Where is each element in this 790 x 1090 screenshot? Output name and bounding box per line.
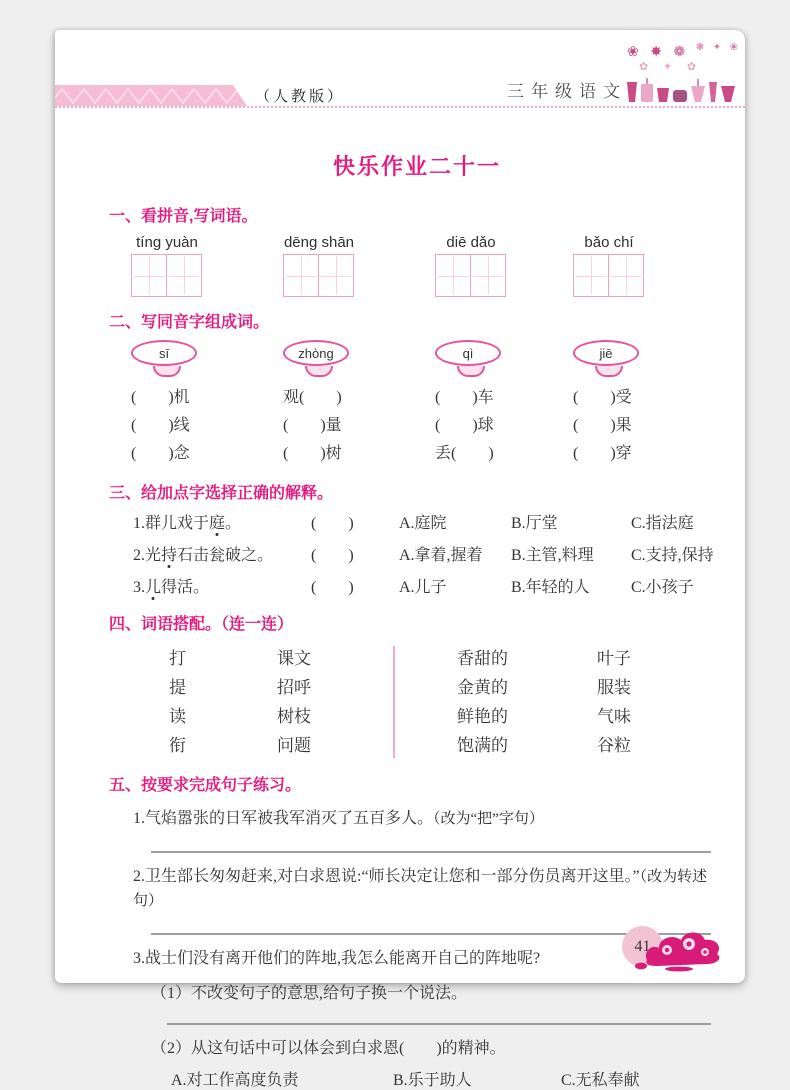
question-sentence: 3.儿得活。 [133,579,210,596]
writing-grid-boxes [435,254,573,297]
option-a: A.对工作高度负责 [171,1072,299,1089]
fill-blank-item: ( )量 [283,417,342,434]
pinyin-bowl-icon [435,340,507,376]
match-item: 叶子 [597,649,631,668]
page-title: 快乐作业二十一 [332,154,501,179]
fill-blank-item: ( )球 [435,417,494,434]
fill-blank-item: ( )线 [131,417,190,434]
pinyin-bowl-icon [573,340,645,376]
matching-exercise [109,644,725,760]
zigzag-pattern-icon [55,85,247,106]
sentence-question-3: 3.战士们没有离开他们的阵地,我怎么能离开自己的阵地呢? [133,950,541,967]
section-2-heading: 二、写同音字组成词。 [109,314,270,331]
pinyin-word-group [131,234,283,297]
answer-bracket: ( ) [311,515,354,532]
pinyin-bowl-icon [131,340,203,376]
writing-grid-boxes [283,254,435,297]
fill-blank-item: ( )车 [435,389,494,406]
question-note: （改为转述句） [133,869,708,909]
sparkle-icon: ❃ ✦ ❀ [695,42,741,53]
fill-blank-item: 丢( ) [435,445,494,462]
section-1-heading: 一、看拼音,写词语。 [109,208,258,225]
match-item: 衔 [169,736,186,755]
homophone-column [573,340,725,468]
section-4-heading: 四、词语搭配。（连一连） [109,616,294,633]
match-item: 谷粒 [597,736,631,755]
pinyin-writing-row [109,234,725,297]
option-b: B.乐于助人 [393,1072,472,1089]
option-b: B.主管,料理 [511,547,594,564]
option-c: C.支持,保持 [631,547,714,564]
pinyin-label: sī [131,340,197,366]
pinyin-word-group [573,234,725,297]
option-a: A.庭院 [399,515,447,532]
explanation-question [109,545,725,567]
options-row [109,1067,725,1090]
option-a: A.儿子 [399,579,447,596]
answer-line [167,1023,711,1025]
workbook-page [55,30,745,1089]
option-c: C.指法庭 [631,515,694,532]
match-item: 金黄的 [457,678,508,697]
match-item: 饱满的 [457,736,508,755]
cloud-decoration-icon [633,920,725,977]
explanation-question [109,577,725,599]
verbs-column [169,644,277,760]
match-item: 问题 [277,736,311,755]
dotted-character: 持 [161,547,178,564]
homophone-column [435,340,573,468]
pinyin-label: jiē [573,340,639,366]
match-item: 打 [169,649,186,668]
match-item: 香甜的 [457,649,508,668]
pinyin-label: bǎo chí [584,234,634,251]
fill-blank-item: ( )受 [573,389,632,406]
adjectives-column [395,644,597,760]
pinyin-word-group [283,234,435,297]
match-item: 读 [169,707,186,726]
pinyin-label: zhòng [283,340,349,366]
fill-blank-item: ( )树 [283,445,342,462]
pinyin-label: qì [435,340,501,366]
section-3-heading: 三、给加点字选择正确的解释。 [109,485,334,502]
sentence-question-1: 1.气焰嚣张的日军被我军消灭了五百多人。（改为“把”字句） [133,810,544,827]
sentence-question-2: 2.卫生部长匆匆赶来,对白求恩说:“师长决定让您和一部分伤员离开这里。”（改为转述句） [133,868,708,909]
edition-label: （人教版） [255,89,346,105]
sub-question-1: （1）不改变句子的意思,给句子换一个说法。 [151,985,468,1002]
fill-blank-item: 观( ) [283,389,342,406]
header-decoration [625,42,743,104]
section-5-heading: 五、按要求完成句子练习。 [109,777,302,794]
pinyin-label: dēng shān [283,234,355,251]
writing-grid-boxes [131,254,283,297]
option-b: B.年轻的人 [511,579,590,596]
homophone-column [283,340,435,468]
question-sentence: 2.光持石击瓮破之。 [133,547,274,564]
homophone-exercise [109,340,725,468]
dotted-character: 庭 [209,515,226,532]
pinyin-label: diē dǎo [446,234,496,251]
sub-question-2: （2）从这句话中可以体会到白求恩( )的精神。 [151,1040,506,1057]
question-note: （改为“把”字句） [433,811,544,827]
pinyin-label: tíng yuàn [136,234,198,251]
match-item: 气味 [597,707,631,726]
match-item: 鲜艳的 [457,707,508,726]
match-item: 服装 [597,678,631,697]
match-item: 提 [169,678,186,697]
subject-label: 三年级语文 [507,82,627,101]
option-c: C.小孩子 [631,579,694,596]
option-c: C.无私奉献 [561,1072,640,1089]
homophone-column [131,340,283,468]
match-item: 树枝 [277,707,311,726]
question-sentence: 1.群儿戏于庭。 [133,515,242,532]
answer-line [151,851,711,853]
header-zigzag-banner [55,85,247,106]
fill-blank-item: ( )穿 [573,445,632,462]
option-a: A.拿着,握着 [399,547,483,564]
flower-icon: ✿ ✦ ✿ [639,61,703,73]
objects-column [277,644,393,760]
flower-icon: ❀ ✸ ❁ [627,45,690,60]
pinyin-word-group [435,234,573,297]
nouns-column [597,644,725,760]
answer-bracket: ( ) [311,547,354,564]
option-b: B.厅堂 [511,515,558,532]
page-number-badge: 41 [622,926,663,967]
fill-blank-item: ( )机 [131,389,190,406]
writing-grid-boxes [573,254,725,297]
fill-blank-item: ( )念 [131,445,190,462]
vase-icons [625,76,737,104]
match-item: 课文 [277,649,311,668]
pinyin-bowl-icon [283,340,355,376]
fill-blank-item: ( )果 [573,417,632,434]
answer-bracket: ( ) [311,579,354,596]
dotted-character: 儿 [145,579,162,596]
match-item: 招呼 [277,678,311,697]
explanation-question [109,513,725,535]
